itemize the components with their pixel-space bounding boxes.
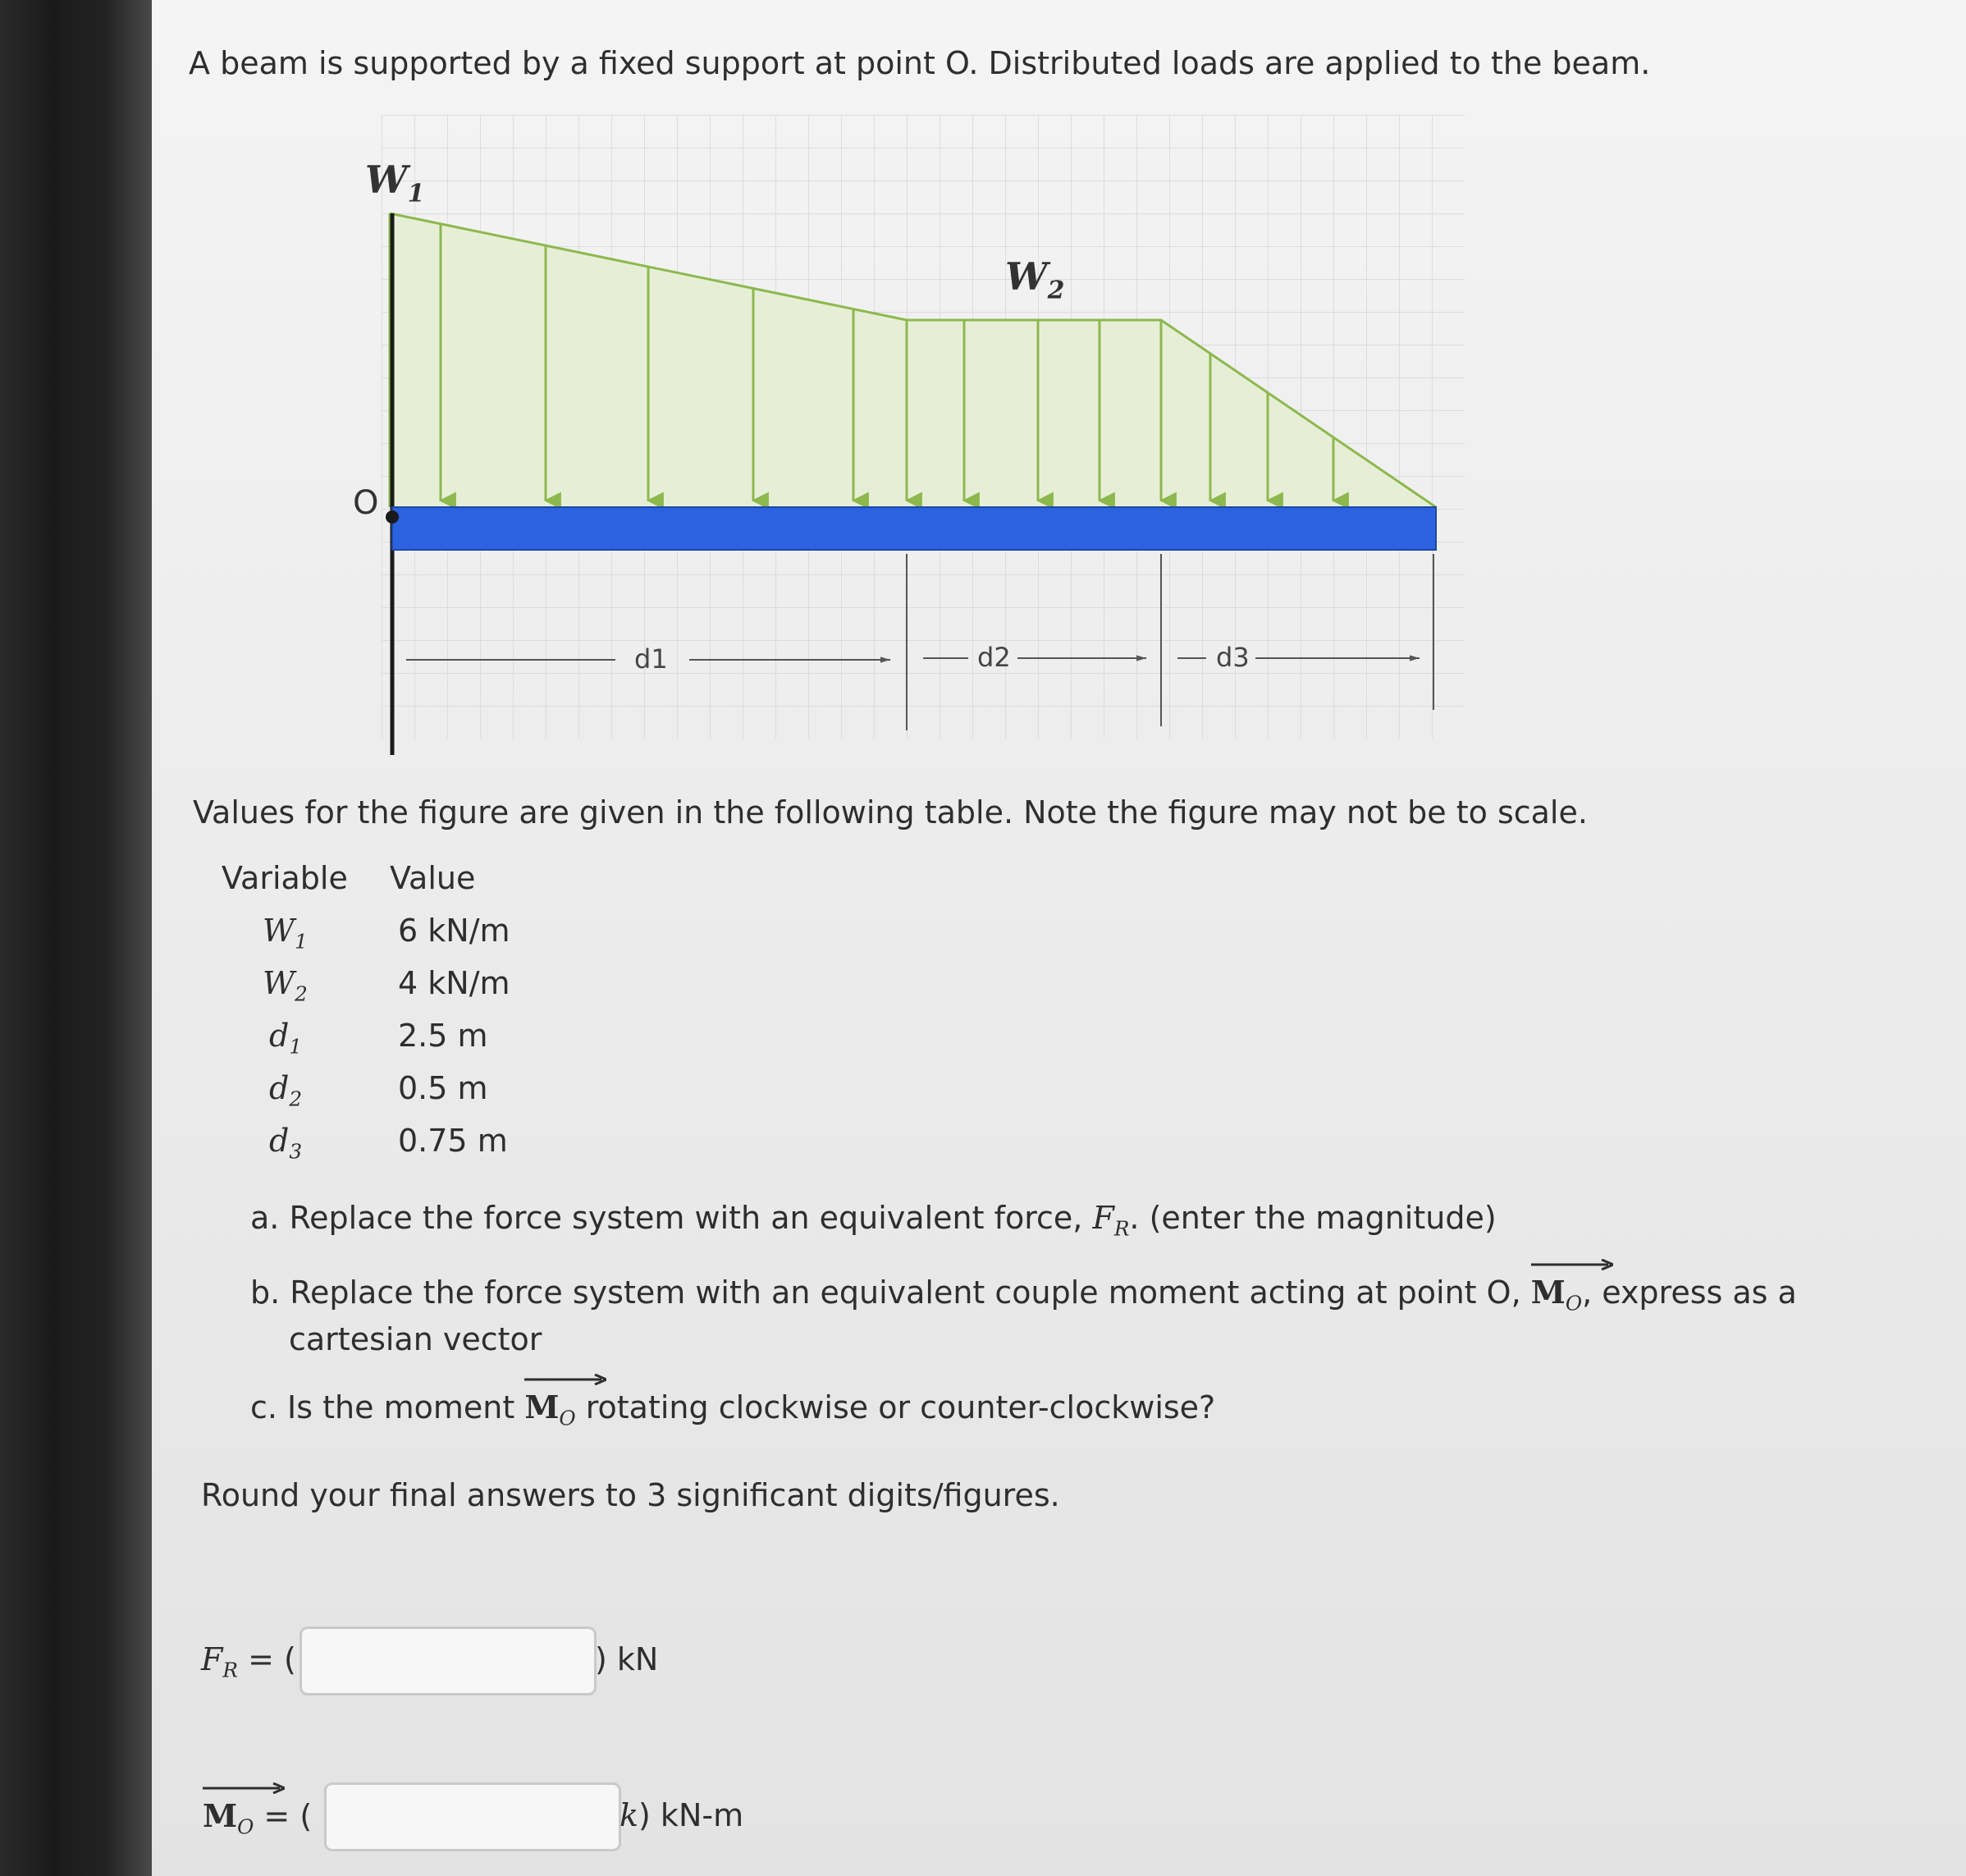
- mo-vector-symbol: $M_O$: [203, 1797, 254, 1839]
- question-a: a. Replace the force system with an equivalent force, $F_R$. (enter the magnitude): [250, 1200, 1497, 1241]
- table-value-w2: 4 kN/m: [398, 965, 510, 1001]
- w2-label: $W_2$: [1005, 254, 1065, 305]
- vector-arrow-icon: [203, 1782, 285, 1794]
- table-header-value: Value: [390, 860, 476, 896]
- monitor-bezel: [0, 0, 152, 1876]
- figure-note: Values for the figure are given in the following table. Note the figure may not be to scale.: [193, 794, 1588, 830]
- table-value-d1: 2.5 m: [398, 1018, 488, 1054]
- fr-answer-input[interactable]: [299, 1627, 597, 1695]
- table-value-w1: 6 kN/m: [398, 913, 510, 949]
- point-o-marker: [386, 510, 399, 524]
- beam: [392, 507, 1436, 550]
- mo-answer-input[interactable]: [324, 1782, 621, 1851]
- w1-label: $W_1$: [365, 158, 425, 208]
- mo-answer-label: $M_O$ = (: [203, 1797, 312, 1839]
- mo-vector-symbol: $M_O$: [1531, 1274, 1582, 1315]
- problem-intro: A beam is supported by a fixed support at point O. Distributed loads are applied to the beam.: [189, 45, 1651, 81]
- table-value-d2: 0.5 m: [398, 1070, 488, 1106]
- table-var-w2: $W_2$: [263, 965, 308, 1006]
- table-var-d2: $d_2$: [269, 1070, 303, 1111]
- d3-label: d3: [1216, 642, 1250, 673]
- fr-unit: ) kN: [595, 1641, 659, 1677]
- table-value-d3: 0.75 m: [398, 1123, 508, 1159]
- screen: [152, 0, 1966, 1876]
- fr-answer-label: $F_R$ = (: [201, 1641, 296, 1682]
- fr-symbol: $F_R$: [1092, 1200, 1130, 1241]
- vector-arrow-icon: [1531, 1259, 1613, 1270]
- question-c: c. Is the moment $M_O$ rotating clockwise or counter-clockwise?: [250, 1389, 1215, 1430]
- round-note: Round your final answers to 3 significant digits/figures.: [201, 1477, 1060, 1513]
- question-b-line2: cartesian vector: [289, 1321, 542, 1357]
- beam-figure: [316, 115, 1497, 771]
- point-o-label: O: [353, 484, 379, 522]
- table-var-d3: $d_3$: [269, 1123, 303, 1164]
- table-header-variable: Variable: [222, 860, 348, 896]
- table-var-w1: $W_1$: [263, 913, 308, 954]
- mo-vector-symbol: $M_O$: [524, 1389, 575, 1430]
- d2-label: d2: [977, 642, 1011, 673]
- d1-label: d1: [634, 643, 668, 675]
- table-var-d1: $d_1$: [269, 1018, 303, 1059]
- vector-arrow-icon: [524, 1374, 606, 1385]
- beam-diagram: [316, 115, 1497, 771]
- mo-unit: k) kN-m: [620, 1797, 744, 1833]
- k-hat-symbol: k: [620, 1797, 639, 1833]
- question-b: b. Replace the force system with an equivalent couple moment acting at point O, $M_O$, express as a: [250, 1274, 1797, 1315]
